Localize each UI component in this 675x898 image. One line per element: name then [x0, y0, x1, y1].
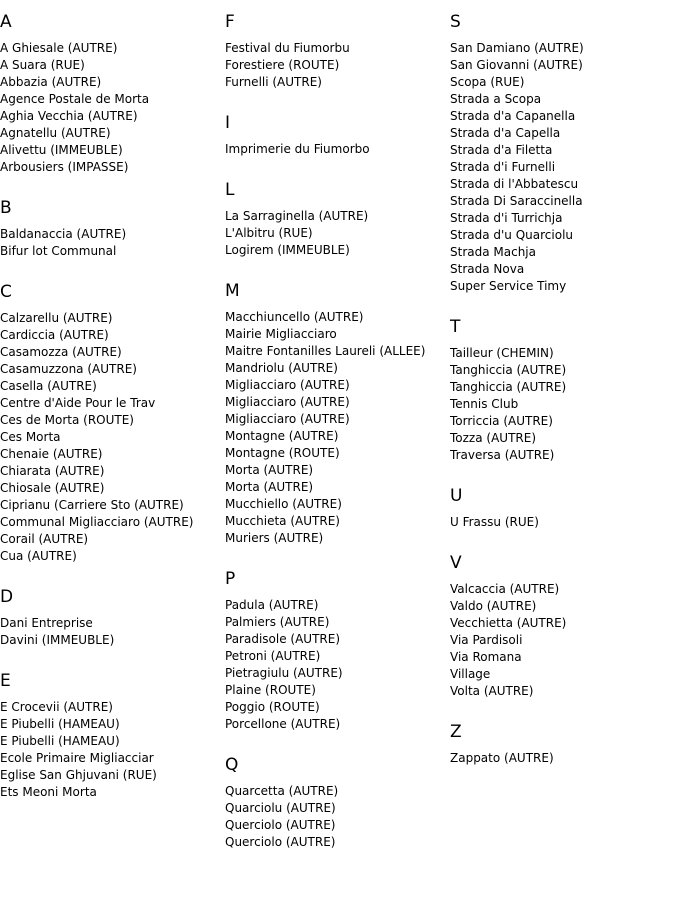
list-item[interactable]: Super Service Timy [450, 279, 567, 293]
section-letter-heading: Z [450, 722, 462, 742]
section-letter-heading: U [450, 486, 463, 506]
letter-section [225, 113, 447, 158]
list-item[interactable]: Montagne (AUTRE) [225, 429, 339, 443]
list-item[interactable]: Aghia Vecchia (AUTRE) [0, 109, 138, 123]
list-item[interactable]: Mandriolu (AUTRE) [225, 361, 338, 375]
entry-list [225, 597, 447, 733]
list-item[interactable]: E Piubelli (HAMEAU) [0, 717, 120, 731]
list-item[interactable]: A Ghiesale (AUTRE) [0, 41, 118, 55]
entry-list [0, 699, 222, 801]
list-item[interactable]: Logirem (IMMEUBLE) [225, 243, 350, 257]
list-item[interactable]: Morta (AUTRE) [225, 463, 314, 477]
list-item[interactable]: Strada d'i Turrichja [450, 211, 563, 225]
list-item[interactable]: Chiosale (AUTRE) [0, 481, 105, 495]
list-item[interactable]: Tailleur (CHEMIN) [450, 346, 554, 360]
entry-list [0, 310, 222, 565]
list-item[interactable]: Macchiuncello (AUTRE) [225, 310, 364, 324]
list-item[interactable]: Calzarellu (AUTRE) [0, 311, 113, 325]
section-letter-heading: T [450, 317, 461, 337]
section-letter-heading: V [450, 553, 462, 573]
list-item[interactable]: Baldanaccia (AUTRE) [0, 227, 127, 241]
index-column-3 [450, 0, 672, 789]
list-item[interactable]: San Damiano (AUTRE) [450, 41, 584, 55]
list-item[interactable]: Maitre Fontanilles Laureli (ALLEE) [225, 344, 426, 358]
list-item[interactable]: L'Albitru (RUE) [225, 226, 313, 240]
list-item[interactable]: Strada d'a Capella [450, 126, 561, 140]
list-item[interactable]: Forestiere (ROUTE) [225, 58, 340, 72]
list-item[interactable]: Ciprianu (Carriere Sto (AUTRE) [0, 498, 184, 512]
list-item[interactable]: Cua (AUTRE) [0, 549, 77, 563]
list-item[interactable]: Strada d'a Capanella [450, 109, 576, 123]
list-item[interactable]: La Sarraginella (AUTRE) [225, 209, 369, 223]
letter-section [225, 569, 447, 733]
list-item[interactable]: Chenaie (AUTRE) [0, 447, 103, 461]
list-item[interactable]: Muriers (AUTRE) [225, 531, 324, 545]
entry-list [225, 783, 447, 851]
section-letter-heading: L [225, 180, 235, 200]
entry-list [225, 40, 447, 91]
entry-list [450, 581, 672, 700]
list-item[interactable]: Strada a Scopa [450, 92, 542, 106]
letter-section [450, 722, 672, 767]
list-item[interactable]: Davini (IMMEUBLE) [0, 633, 115, 647]
entry-list [0, 615, 222, 649]
list-item[interactable]: Strada d'a Filetta [450, 143, 553, 157]
list-item[interactable]: Communal Migliacciaro (AUTRE) [0, 515, 194, 529]
list-item[interactable]: Ecole Primaire Migliacciar [0, 751, 154, 765]
list-item[interactable]: Centre d'Aide Pour le Trav [0, 396, 156, 410]
list-item[interactable]: Abbazia (AUTRE) [0, 75, 102, 89]
list-item[interactable]: Strada d'i Furnelli [450, 160, 556, 174]
letter-section [0, 282, 222, 565]
list-item[interactable]: Poggio (ROUTE) [225, 700, 320, 714]
list-item[interactable]: Chiarata (AUTRE) [0, 464, 105, 478]
entry-list [450, 345, 672, 464]
list-item[interactable]: E Crocevii (AUTRE) [0, 700, 113, 714]
list-item[interactable]: Montagne (ROUTE) [225, 446, 340, 460]
list-item[interactable]: U Frassu (RUE) [450, 515, 539, 529]
list-item[interactable]: Vecchietta (AUTRE) [450, 616, 567, 630]
list-item[interactable]: Mucchiello (AUTRE) [225, 497, 342, 511]
list-item[interactable]: Plaine (ROUTE) [225, 683, 316, 697]
letter-section [0, 12, 222, 176]
section-letter-heading: B [0, 198, 12, 218]
list-item[interactable]: Festival du Fiumorbu [225, 41, 350, 55]
letter-section [225, 755, 447, 851]
list-item[interactable]: Quarciolu (AUTRE) [225, 801, 336, 815]
list-item[interactable]: Imprimerie du Fiumorbo [225, 142, 370, 156]
list-item[interactable]: Strada d'u Quarciolu [450, 228, 574, 242]
list-item[interactable]: E Piubelli (HAMEAU) [0, 734, 120, 748]
list-item[interactable]: Migliacciaro (AUTRE) [225, 395, 350, 409]
list-item[interactable]: Querciolo (AUTRE) [225, 818, 336, 832]
list-item[interactable]: Mucchieta (AUTRE) [225, 514, 340, 528]
section-letter-heading: I [225, 113, 231, 133]
entry-list [225, 208, 447, 259]
letter-section [450, 553, 672, 700]
list-item[interactable]: Bifur lot Communal [0, 244, 117, 258]
letter-section [225, 281, 447, 547]
list-item[interactable]: Migliacciaro (AUTRE) [225, 412, 350, 426]
list-item[interactable]: Tanghiccia (AUTRE) [450, 380, 567, 394]
list-item[interactable]: Arbousiers (IMPASSE) [0, 160, 129, 174]
list-item[interactable]: Volta (AUTRE) [450, 684, 534, 698]
list-item[interactable]: Querciolo (AUTRE) [225, 835, 336, 849]
index-column-1 [0, 0, 222, 823]
entry-list [225, 141, 447, 158]
letter-section [0, 587, 222, 649]
letter-section [450, 486, 672, 531]
list-item[interactable]: Petroni (AUTRE) [225, 649, 321, 663]
index-column-2 [225, 0, 447, 873]
entry-list [0, 40, 222, 176]
list-item[interactable]: Ces de Morta (ROUTE) [0, 413, 134, 427]
section-letter-heading: P [225, 569, 236, 589]
entry-list [225, 309, 447, 547]
list-item[interactable]: Palmiers (AUTRE) [225, 615, 330, 629]
list-item[interactable]: Via Pardisoli [450, 633, 523, 647]
list-item[interactable]: Scopa (RUE) [450, 75, 525, 89]
list-item[interactable]: Padula (AUTRE) [225, 598, 319, 612]
list-item[interactable]: Mairie Migliacciaro [225, 327, 337, 341]
list-item[interactable]: Agnatellu (AUTRE) [0, 126, 111, 140]
list-item[interactable]: Quarcetta (AUTRE) [225, 784, 339, 798]
list-item[interactable]: Casella (AUTRE) [0, 379, 97, 393]
list-item[interactable]: Furnelli (AUTRE) [225, 75, 322, 89]
section-letter-heading: Q [225, 755, 239, 775]
section-letter-heading: C [0, 282, 12, 302]
list-item[interactable]: Ces Morta [0, 430, 61, 444]
letter-section [450, 12, 672, 295]
list-item[interactable]: Cardiccia (AUTRE) [0, 328, 109, 342]
entry-list [450, 750, 672, 767]
entry-list [450, 40, 672, 295]
section-letter-heading: D [0, 587, 14, 607]
list-item[interactable]: Porcellone (AUTRE) [225, 717, 341, 731]
list-item[interactable]: Zappato (AUTRE) [450, 751, 554, 765]
list-item[interactable]: Strada Di Saraccinella [450, 194, 583, 208]
list-item[interactable]: Strada Machja [450, 245, 536, 259]
letter-section [0, 671, 222, 801]
list-item[interactable]: Tennis Club [450, 397, 519, 411]
section-letter-heading: S [450, 12, 461, 32]
section-letter-heading: M [225, 281, 240, 301]
letter-section [450, 317, 672, 464]
list-item[interactable]: Corail (AUTRE) [0, 532, 89, 546]
list-item[interactable]: Tozza (AUTRE) [450, 431, 537, 445]
section-letter-heading: E [0, 671, 11, 691]
list-item[interactable]: Casamuzzona (AUTRE) [0, 362, 137, 376]
list-item[interactable]: Eglise San Ghjuvani (RUE) [0, 768, 157, 782]
list-item[interactable]: Morta (AUTRE) [225, 480, 314, 494]
list-item[interactable]: Traversa (AUTRE) [450, 448, 555, 462]
list-item[interactable]: Casamozza (AUTRE) [0, 345, 122, 359]
list-item[interactable]: A Suara (RUE) [0, 58, 85, 72]
letter-section [225, 12, 447, 91]
list-item[interactable]: Strada Nova [450, 262, 525, 276]
letter-section [225, 180, 447, 259]
list-item[interactable]: Pietragiulu (AUTRE) [225, 666, 343, 680]
letter-section [0, 198, 222, 260]
list-item[interactable]: Strada di l'Abbatescu [450, 177, 579, 191]
entry-list [0, 226, 222, 260]
list-item[interactable]: Tanghiccia (AUTRE) [450, 363, 567, 377]
list-item[interactable]: Valcaccia (AUTRE) [450, 582, 560, 596]
list-item[interactable]: San Giovanni (AUTRE) [450, 58, 583, 72]
list-item[interactable]: Via Romana [450, 650, 522, 664]
section-letter-heading: F [225, 12, 235, 32]
list-item[interactable]: Dani Entreprise [0, 616, 93, 630]
list-item[interactable]: Migliacciaro (AUTRE) [225, 378, 350, 392]
list-item[interactable]: Paradisole (AUTRE) [225, 632, 341, 646]
list-item[interactable]: Torriccia (AUTRE) [450, 414, 553, 428]
list-item[interactable]: Ets Meoni Morta [0, 785, 97, 799]
list-item[interactable]: Valdo (AUTRE) [450, 599, 537, 613]
entry-list [450, 514, 672, 531]
section-letter-heading: A [0, 12, 12, 32]
list-item[interactable]: Agence Postale de Morta [0, 92, 150, 106]
list-item[interactable]: Village [450, 667, 491, 681]
list-item[interactable]: Alivettu (IMMEUBLE) [0, 143, 123, 157]
